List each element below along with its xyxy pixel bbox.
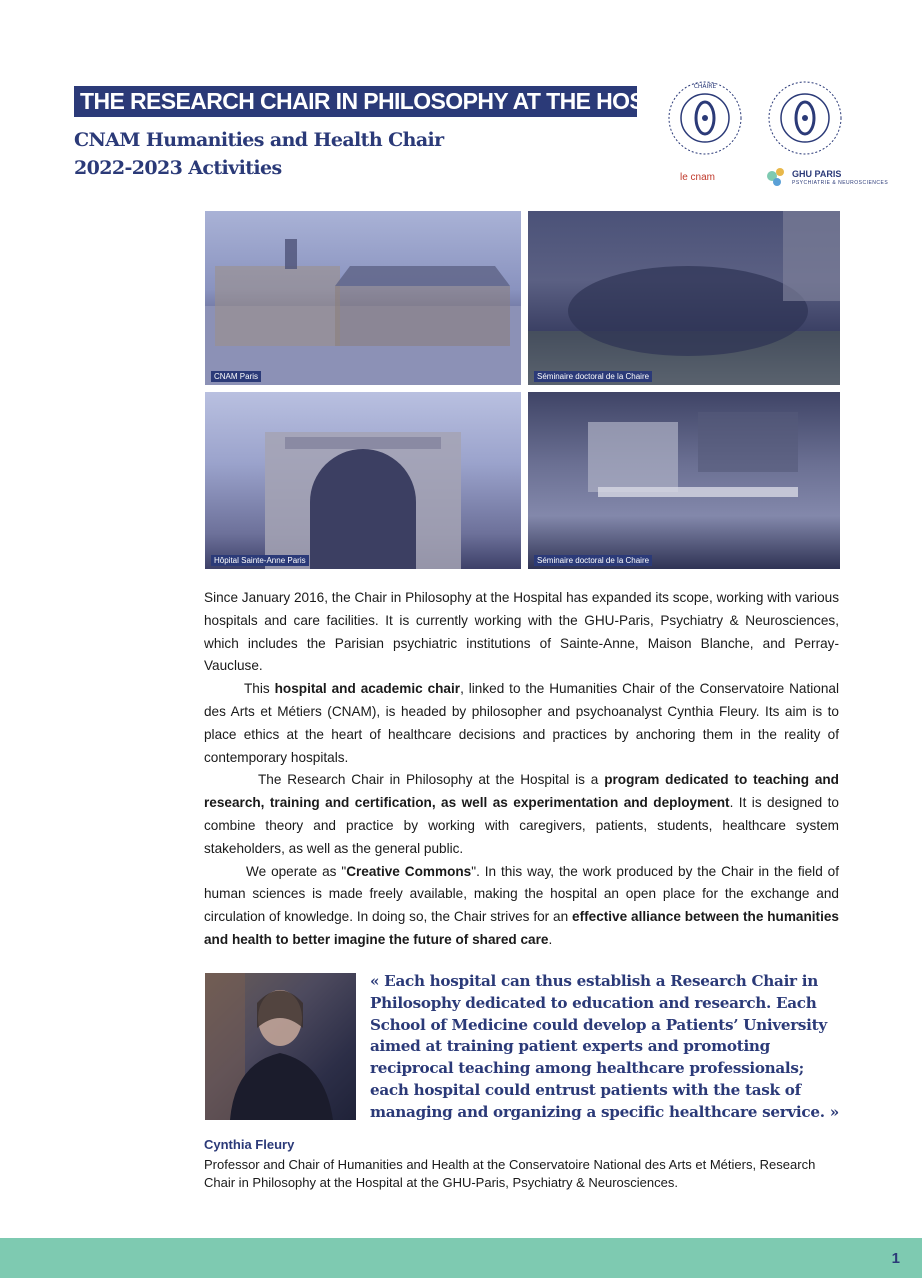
- group-photo-illustration: [528, 211, 840, 385]
- quote-text: « Each hospital can thus establish a Research Chair in Philosophy dedicated to education and research. Each School of Medicine could develop a Patients’ University aimed at training patient experts and promoting reciprocal teaching among healthcare professionals; each hospital could entrust patients with the task of managing and organizing a specific healthcare service. »: [370, 972, 839, 1121]
- text-span: This: [244, 681, 275, 697]
- photo-caption: Hôpital Sainte-Anne Paris: [211, 555, 309, 566]
- svg-text:CHAIRE: CHAIRE: [693, 83, 717, 90]
- photo-caption: Séminaire doctoral de la Chaire: [534, 371, 652, 382]
- bold-span: hospital and academic chair: [274, 681, 461, 697]
- seminar-room-illustration: [528, 392, 840, 569]
- paragraph-2: [204, 678, 839, 769]
- text-span: .: [548, 931, 553, 947]
- page-number: 1: [891, 1250, 900, 1267]
- ghu-paris-subtext: PSYCHIATRIE & NEUROSCIENCES: [792, 180, 889, 186]
- ghu-paris-name: GHU PARIS: [792, 169, 842, 179]
- subtitle-line-1: CNAM Humanities and Health Chair: [74, 129, 444, 151]
- ghu-paris-logo-text: [792, 170, 888, 188]
- cnam-building-illustration: [205, 211, 521, 385]
- subtitle-line-2: 2022-2023 Activities: [74, 157, 282, 179]
- photo-doctoral-seminar-group: [528, 211, 840, 385]
- paragraph-1: Since January 2016, the Chair in Philosophy at the Hospital has expanded its scope, working with various hospitals and care facilities. It is currently working with the GHU-Paris, Psychiatry & Neurosciences, which includes the Parisian psychiatric institutions of Sainte-Anne, Maison Blanche, and Perray-Vaucluse.: [204, 590, 839, 674]
- photo-hopital-sainte-anne: [205, 392, 521, 569]
- text-span: . It is designed to combine theory and practice by working with caregivers, patients, students, healthcare system stakeholders, as well as the general public.: [204, 795, 839, 856]
- text-span: The Research Chair in Philosophy at the Hospital is a: [258, 772, 605, 788]
- text-span: ". In this way, the work produced by the Chair in the field of human sciences is made freely available, making the hospital an open place for the exchange and circulation of knowledge. In doing so, the Chair strives for an: [204, 863, 840, 925]
- paragraph-4: [204, 861, 839, 952]
- photo-caption: Séminaire doctoral de la Chaire: [534, 555, 652, 566]
- text-span: , linked to the Humanities Chair of the Conservatoire National des Arts et Métiers (CNAM), is headed by philosopher and psychoanalyst Cynthia Fleury. Its aim is to place ethics at the heart of healthcare decisions and practices by anchoring them in the reality of contemporary hospitals.: [204, 681, 839, 765]
- bold-span: program dedicated to teaching and research, training and certification, as well as experimentation and deployment: [204, 772, 839, 811]
- text-span: We operate as ": [246, 863, 347, 879]
- portrait-illustration: [205, 973, 356, 1120]
- body-text: [204, 587, 839, 952]
- footer-bar: [0, 1238, 922, 1278]
- cnam-logo-text: le cnam: [680, 172, 716, 183]
- quote-author-role: Professor and Chair of Humanities and Health at the Conservatoire National des Arts et Métiers, Research Chair in Philosophy at the Hospital at the GHU-Paris, Psychiatry & Neurosciences.: [204, 1157, 816, 1190]
- quote-author: Cynthia Fleury: [204, 1137, 295, 1152]
- gate-illustration: [205, 392, 521, 569]
- photo-cnam-paris: [205, 211, 521, 385]
- paragraph-3: [204, 769, 839, 860]
- bold-span: effective alliance between the humanities and health to better imagine the future of shared care: [204, 909, 839, 947]
- page-subtitle: [74, 126, 444, 182]
- portrait-photo: [205, 973, 356, 1120]
- bold-span: Creative Commons: [346, 863, 472, 879]
- page-title: THE RESEARCH CHAIR IN PHILOSOPHY AT THE HOSPITAL: [74, 86, 637, 117]
- chaire-humanites-sante-logo: [664, 76, 746, 186]
- photo-caption: CNAM Paris: [211, 371, 261, 382]
- photo-doctoral-seminar-room: [528, 392, 840, 569]
